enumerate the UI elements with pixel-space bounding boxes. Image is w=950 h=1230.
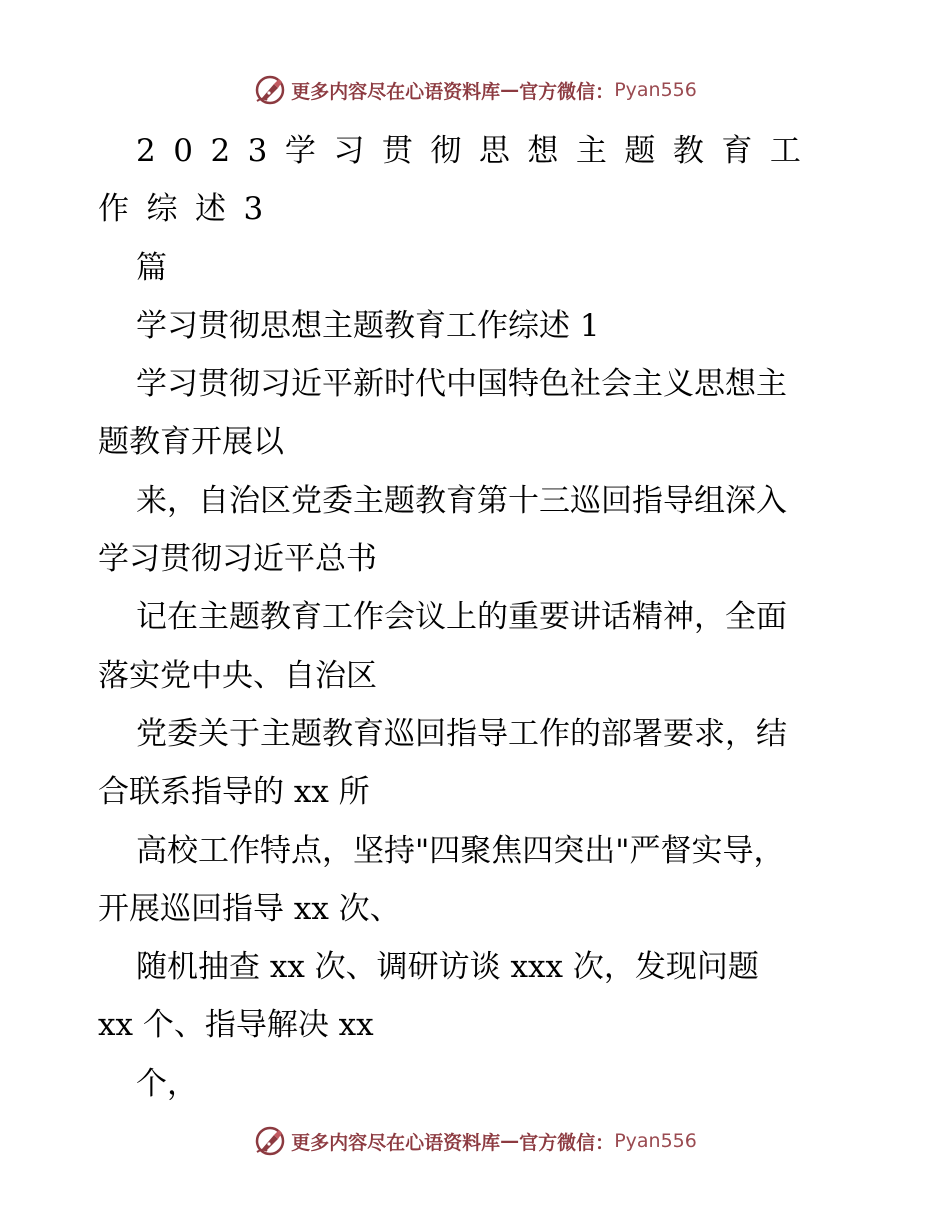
section-heading: 学习贯彻思想主题教育工作综述 1 <box>136 307 600 344</box>
text-line: 落实党中央、自治区 <box>98 657 377 694</box>
text-line: 合联系指导的 xx 所 <box>98 774 370 811</box>
watermark-sub-text: 官方微信： <box>519 1131 615 1154</box>
text-line: 党委关于主题教育巡回指导工作的部署要求，结 <box>136 715 787 752</box>
pen-nib-logo-icon <box>253 1124 287 1158</box>
title-line-1: 2023学习贯彻思想主题教育工 <box>136 133 819 169</box>
watermark-main-text: 更多内容尽在心语资料库 <box>291 80 501 103</box>
watermark-wechat-id: Pyan556 <box>614 79 697 101</box>
text-line: 高校工作特点，坚持"四聚焦四突出"严督实导， <box>136 832 785 869</box>
text-line: 记在主题教育工作会议上的重要讲话精神，全面 <box>136 599 787 636</box>
watermark-wechat-id: Pyan556 <box>614 1130 697 1152</box>
text-line: 篇 <box>136 249 167 286</box>
text-line: 学习贯彻习近平总书 <box>98 541 377 578</box>
watermark-separator: — <box>500 79 520 101</box>
document-body <box>98 122 858 1113</box>
text-line: 题教育开展以 <box>98 424 284 461</box>
watermark-separator: — <box>500 1130 520 1152</box>
watermark-main-text: 更多内容尽在心语资料库 <box>291 1131 501 1154</box>
text-line: 随机抽查 xx 次、调研访谈 xxx 次，发现问题 <box>136 949 759 986</box>
text-line: 个， <box>136 1065 198 1102</box>
title-line-2: 作综述3 <box>98 191 281 228</box>
header-watermark <box>0 73 950 107</box>
text-line: 开展巡回指导 xx 次、 <box>98 890 401 927</box>
footer-watermark <box>0 1124 950 1158</box>
pen-nib-logo-icon <box>253 73 287 107</box>
text-line: xx 个、指导解决 xx <box>98 1007 374 1044</box>
watermark-sub-text: 官方微信： <box>519 80 615 103</box>
text-line: 来，自治区党委主题教育第十三巡回指导组深入 <box>136 482 787 519</box>
text-line: 学习贯彻习近平新时代中国特色社会主义思想主 <box>136 366 787 403</box>
